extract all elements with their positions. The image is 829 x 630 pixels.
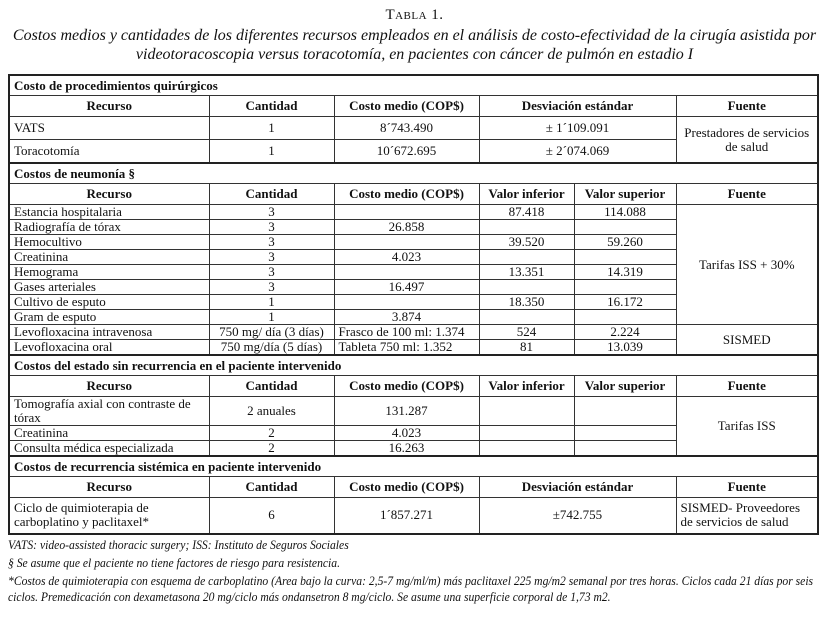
table-cell: 14.319: [574, 265, 676, 280]
table-cell: Cultivo de esputo: [9, 295, 209, 310]
table-row: [9, 376, 818, 397]
column-header: Fuente: [676, 96, 818, 117]
column-header: Costo medio (COP$): [334, 96, 479, 117]
table-cell: Consulta médica especializada: [9, 441, 209, 457]
table-cell: 13.351: [479, 265, 574, 280]
table-cell: 16.263: [334, 441, 479, 457]
table-row: [9, 75, 818, 96]
table-cell: 81: [479, 340, 574, 356]
table-cell: Gases arteriales: [9, 280, 209, 295]
table-cell: [574, 441, 676, 457]
cost-table: [8, 74, 819, 535]
column-header: Recurso: [9, 184, 209, 205]
table-cell: Ciclo de quimioterapia de carboplatino y paclitaxel*: [9, 498, 209, 534]
table-cell: 1: [209, 117, 334, 140]
table-cell: 4.023: [334, 250, 479, 265]
table-cell: 750 mg/día (5 días): [209, 340, 334, 356]
table-cell: Tableta 750 ml: 1.352: [334, 340, 479, 356]
table-cell: 59.260: [574, 235, 676, 250]
table-cell: 13.039: [574, 340, 676, 356]
table-cell: ± 1´109.091: [479, 117, 676, 140]
table-cell: 524: [479, 325, 574, 340]
footnote: *Costos de quimioterapia con esquema de carboplatino (Area bajo la curva: 2,5-7 mg/ml/m) más paclitaxel 225 mg/m2 semanal por tres horas. Ciclos cada 21 días por seis ciclos. Premedicación con dexametasona 20 mg/ciclo más ondansetron 8 mg/ciclo. Se asume una superficie corporal de 1,73 m2.: [8, 573, 814, 604]
column-header: Fuente: [676, 184, 818, 205]
footnote: § Se asume que el paciente no tiene factores de riesgo para resistencia.: [8, 555, 340, 570]
table-row: [9, 477, 818, 498]
source-cell: Tarifas ISS + 30%: [676, 205, 818, 325]
table-cell: 114.088: [574, 205, 676, 220]
column-header: Cantidad: [209, 376, 334, 397]
table-cell: [334, 265, 479, 280]
table-cell: 1´857.271: [334, 498, 479, 534]
table-cell: [574, 310, 676, 325]
column-header: Recurso: [9, 96, 209, 117]
table-cell: 6: [209, 498, 334, 534]
table-cell: 87.418: [479, 205, 574, 220]
source-cell: SISMED: [676, 325, 818, 356]
column-header: Valor superior: [574, 376, 676, 397]
table-cell: 1: [209, 295, 334, 310]
table-cell: Tomografía axial con contraste de tórax: [9, 397, 209, 426]
table-row: [9, 355, 818, 376]
table-caption: Costos medios y cantidades de los diferentes recursos empleados en el análisis de costo-efectividad de la cirugía asistida por videotoracoscopia versus toracotomía, en pacientes con cáncer de pulmón en estadio I: [12, 27, 817, 63]
table-cell: 3: [209, 265, 334, 280]
table-row: [9, 96, 818, 117]
table-cell: 3: [209, 220, 334, 235]
table-cell: Creatinina: [9, 426, 209, 441]
table-cell: 2: [209, 426, 334, 441]
table-cell: 3: [209, 235, 334, 250]
section-title: Costo de procedimientos quirúrgicos: [9, 75, 818, 96]
table-cell: [479, 441, 574, 457]
table-cell: [334, 205, 479, 220]
table-cell: Frasco de 100 ml: 1.374: [334, 325, 479, 340]
column-header: Costo medio (COP$): [334, 184, 479, 205]
table-cell: 131.287: [334, 397, 479, 426]
table-row: [9, 325, 818, 340]
column-header: Fuente: [676, 477, 818, 498]
table-cell: Toracotomía: [9, 140, 209, 164]
table-title: Tabla 1.: [385, 7, 444, 23]
table-cell: [479, 280, 574, 295]
table-cell: [334, 235, 479, 250]
table-row: [9, 498, 818, 534]
table-cell: [479, 310, 574, 325]
table-cell: ± 2´074.069: [479, 140, 676, 164]
section-title: Costos de recurrencia sistémica en paciente intervenido: [9, 456, 818, 477]
column-header: Valor superior: [574, 184, 676, 205]
footnote: VATS: video-assisted thoracic surgery; ISS: Instituto de Seguros Sociales: [8, 537, 349, 552]
table-cell: Hemograma: [9, 265, 209, 280]
table-cell: 16.172: [574, 295, 676, 310]
table-cell: [479, 426, 574, 441]
table-cell: 4.023: [334, 426, 479, 441]
column-header: Costo medio (COP$): [334, 477, 479, 498]
table-cell: 3: [209, 280, 334, 295]
table-cell: 1: [209, 140, 334, 164]
table-cell: 3: [209, 205, 334, 220]
table-cell: [479, 397, 574, 426]
column-header: Recurso: [9, 376, 209, 397]
table-cell: [479, 250, 574, 265]
table-cell: [574, 426, 676, 441]
footnotes: [0, 537, 829, 605]
table-cell: ±742.755: [479, 498, 676, 534]
source-cell: Tarifas ISS: [676, 397, 818, 457]
table-cell: Levofloxacina oral: [9, 340, 209, 356]
table-cell: Gram de esputo: [9, 310, 209, 325]
column-header: Fuente: [676, 376, 818, 397]
table-cell: Levofloxacina intravenosa: [9, 325, 209, 340]
table-cell: 2: [209, 441, 334, 457]
table-cell: [574, 280, 676, 295]
table-cell: 1: [209, 310, 334, 325]
column-header: Cantidad: [209, 96, 334, 117]
table-cell: Radiografía de tórax: [9, 220, 209, 235]
table-cell: [479, 220, 574, 235]
table-cell: 10´672.695: [334, 140, 479, 164]
table-cell: [334, 295, 479, 310]
section-title: Costos de neumonía §: [9, 163, 818, 184]
table-cell: 8´743.490: [334, 117, 479, 140]
column-header: Recurso: [9, 477, 209, 498]
table-cell: 2.224: [574, 325, 676, 340]
table-row: [9, 117, 818, 140]
column-header: Costo medio (COP$): [334, 376, 479, 397]
source-cell: SISMED- Proveedores de servicios de salud: [676, 498, 818, 534]
table-row: [9, 397, 818, 426]
column-header: Valor inferior: [479, 184, 574, 205]
table-cell: VATS: [9, 117, 209, 140]
source-cell: Prestadores de servicios de salud: [676, 117, 818, 164]
table-cell: 750 mg/ día (3 días): [209, 325, 334, 340]
table-cell: 2 anuales: [209, 397, 334, 426]
table-cell: Estancia hospitalaria: [9, 205, 209, 220]
column-header: Cantidad: [209, 477, 334, 498]
section-title: Costos del estado sin recurrencia en el paciente intervenido: [9, 355, 818, 376]
table-cell: 26.858: [334, 220, 479, 235]
table-cell: 3: [209, 250, 334, 265]
column-header: Cantidad: [209, 184, 334, 205]
table-cell: Hemocultivo: [9, 235, 209, 250]
column-header: Valor inferior: [479, 376, 574, 397]
table-cell: 39.520: [479, 235, 574, 250]
column-header: Desviación estándar: [479, 477, 676, 498]
table-cell: 18.350: [479, 295, 574, 310]
table-cell: 3.874: [334, 310, 479, 325]
column-header: Desviación estándar: [479, 96, 676, 117]
table-cell: [574, 397, 676, 426]
table-cell: 16.497: [334, 280, 479, 295]
table-row: [9, 184, 818, 205]
table-cell: Creatinina: [9, 250, 209, 265]
table-cell: [574, 220, 676, 235]
table-row: [9, 456, 818, 477]
table-row: [9, 205, 818, 220]
table-cell: [574, 250, 676, 265]
table-row: [9, 163, 818, 184]
